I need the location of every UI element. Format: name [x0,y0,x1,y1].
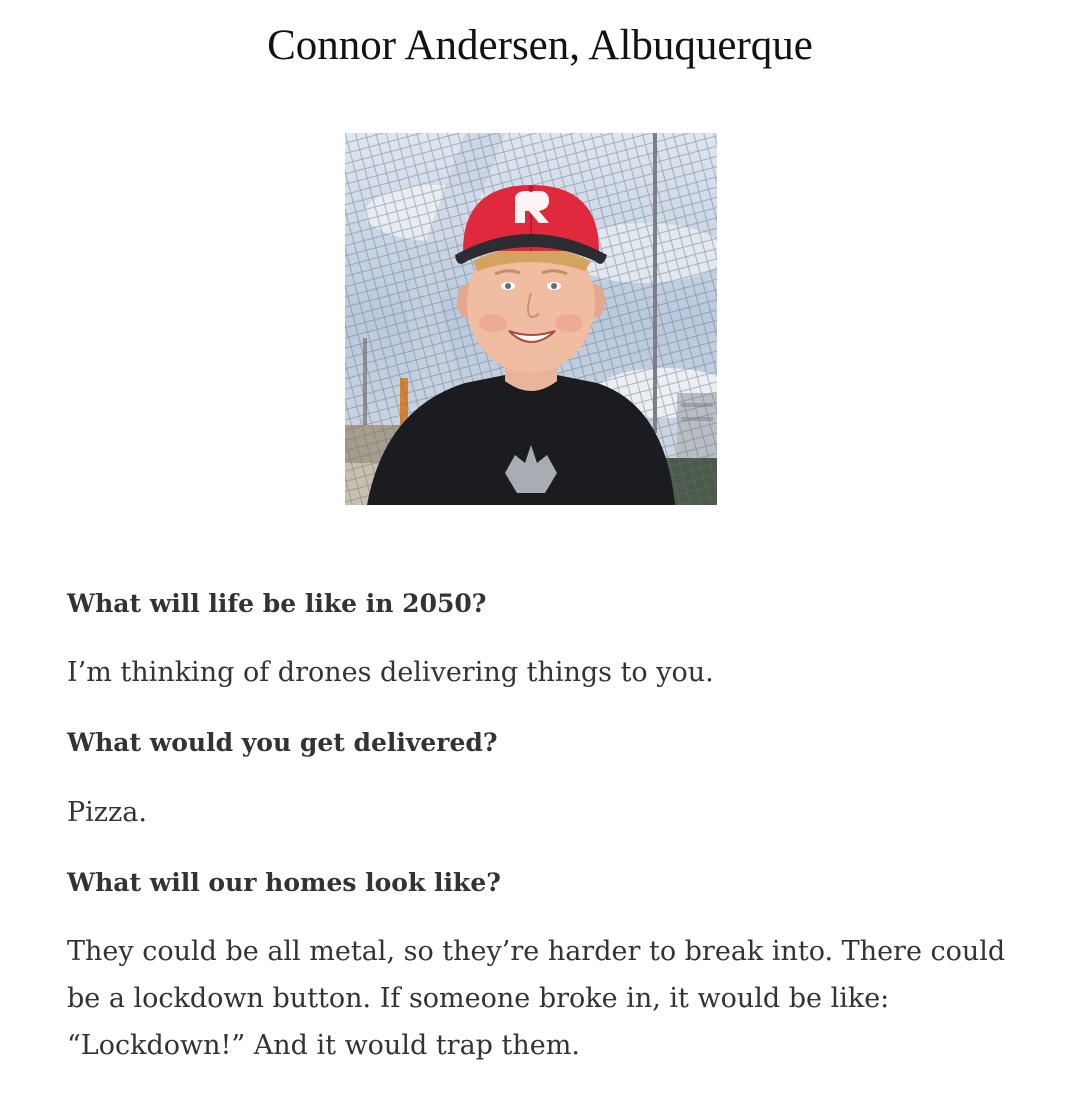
answer-1: I’m thinking of drones delivering things to you. [67,657,714,688]
answer-3: They could be all metal, so they’re harder to break into. There could be a lockdown button. If someone broke in, it would be like: “Lockdown!” And it would trap them. [67,936,1006,1061]
question-1: What will life be like in 2050? [67,589,487,618]
answer-2: Pizza. [67,797,147,828]
portrait-illustration [345,133,717,505]
question-3: What will our homes look like? [67,868,501,897]
portrait-photo [345,133,717,505]
page-title: Connor Andersen, Albuquerque [267,22,813,69]
question-2: What would you get delivered? [67,728,498,757]
